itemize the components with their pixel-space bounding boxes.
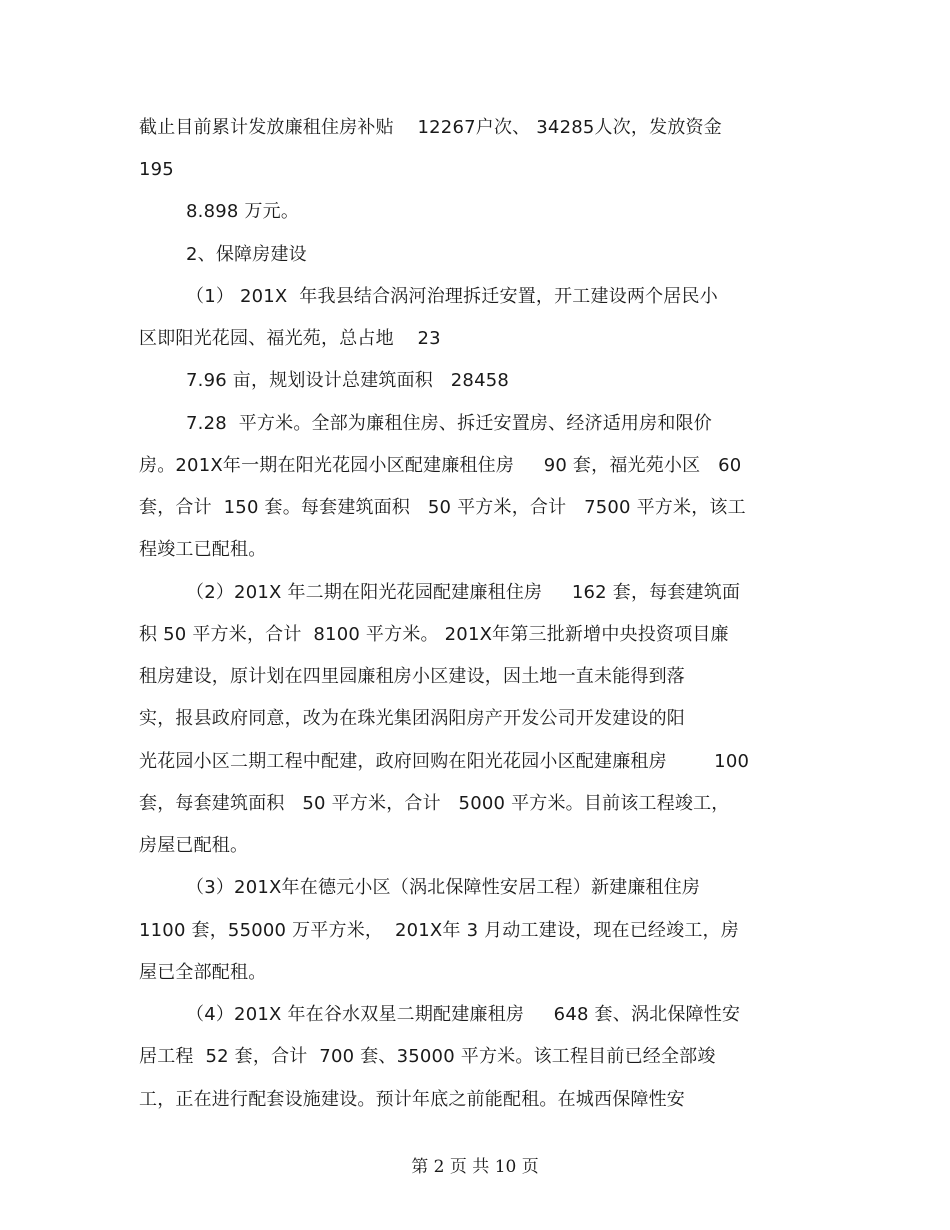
text-line: 7.28 平方米。全部为廉租住房、拆迁安置房、经济适用房和限价: [186, 413, 712, 434]
text-line: 房。201X年一期在阳光花园小区配建廉租住房 90 套，福光苑小区 60: [139, 455, 742, 476]
text-line: 屋已全部配租。: [139, 962, 267, 983]
section-heading: 2、保障房建设: [186, 244, 307, 265]
text-line: 截止目前累计发放廉租住房补贴 12267户次、 34285人次，发放资金: [139, 117, 722, 138]
text-line: 积 50 平方米，合计 8100 平方米。 201X年第三批新增中央投资项目廉: [139, 624, 729, 645]
text-line: （4）201X 年在谷水双星二期配建廉租房 648 套、涡北保障性安: [186, 1004, 741, 1025]
text-line: 195: [139, 159, 174, 180]
text-line: 租房建设，原计划在四里园廉租房小区建设，因土地一直未能得到落: [139, 666, 685, 687]
text-line: 房屋已配租。: [139, 835, 249, 856]
text-line: （3）201X年在德元小区（涡北保障性安居工程）新建廉租住房: [186, 877, 701, 898]
text-line: 实，报县政府同意，改为在珠光集团涡阳房产开发公司开发建设的阳: [139, 708, 685, 729]
text-line: 光花园小区二期工程中配建，政府回购在阳光花园小区配建廉租房 100: [139, 751, 750, 772]
text-line: （2）201X 年二期在阳光花园配建廉租住房 162 套，每套建筑面: [186, 582, 741, 603]
page-number-footer: 第 2 页 共 10 页: [411, 1157, 539, 1177]
text-line: 1100 套，55000 万平方米， 201X年 3 月动工建设，现在已经竣工，房: [139, 920, 739, 941]
text-line: 8.898 万元。: [186, 201, 300, 222]
text-line: 工，正在进行配套设施建设。预计年底之前能配租。在城西保障性安: [139, 1089, 685, 1110]
text-line: 程竣工已配租。: [139, 539, 267, 560]
text-line: 套，合计 150 套。每套建筑面积 50 平方米，合计 7500 平方米，该工: [139, 497, 746, 518]
text-line: 7.96 亩，规划设计总建筑面积 28458: [186, 370, 510, 391]
text-line: 套，每套建筑面积 50 平方米，合计 5000 平方米。目前该工程竣工，: [139, 793, 730, 814]
text-line: （1） 201X 年我县结合涡河治理拆迁安置，开工建设两个居民小: [186, 286, 718, 307]
text-line: 区即阳光花园、福光苑，总占地 23: [139, 328, 441, 349]
text-line: 居工程 52 套，合计 700 套、35000 平方米。该工程目前已经全部竣: [139, 1046, 716, 1067]
